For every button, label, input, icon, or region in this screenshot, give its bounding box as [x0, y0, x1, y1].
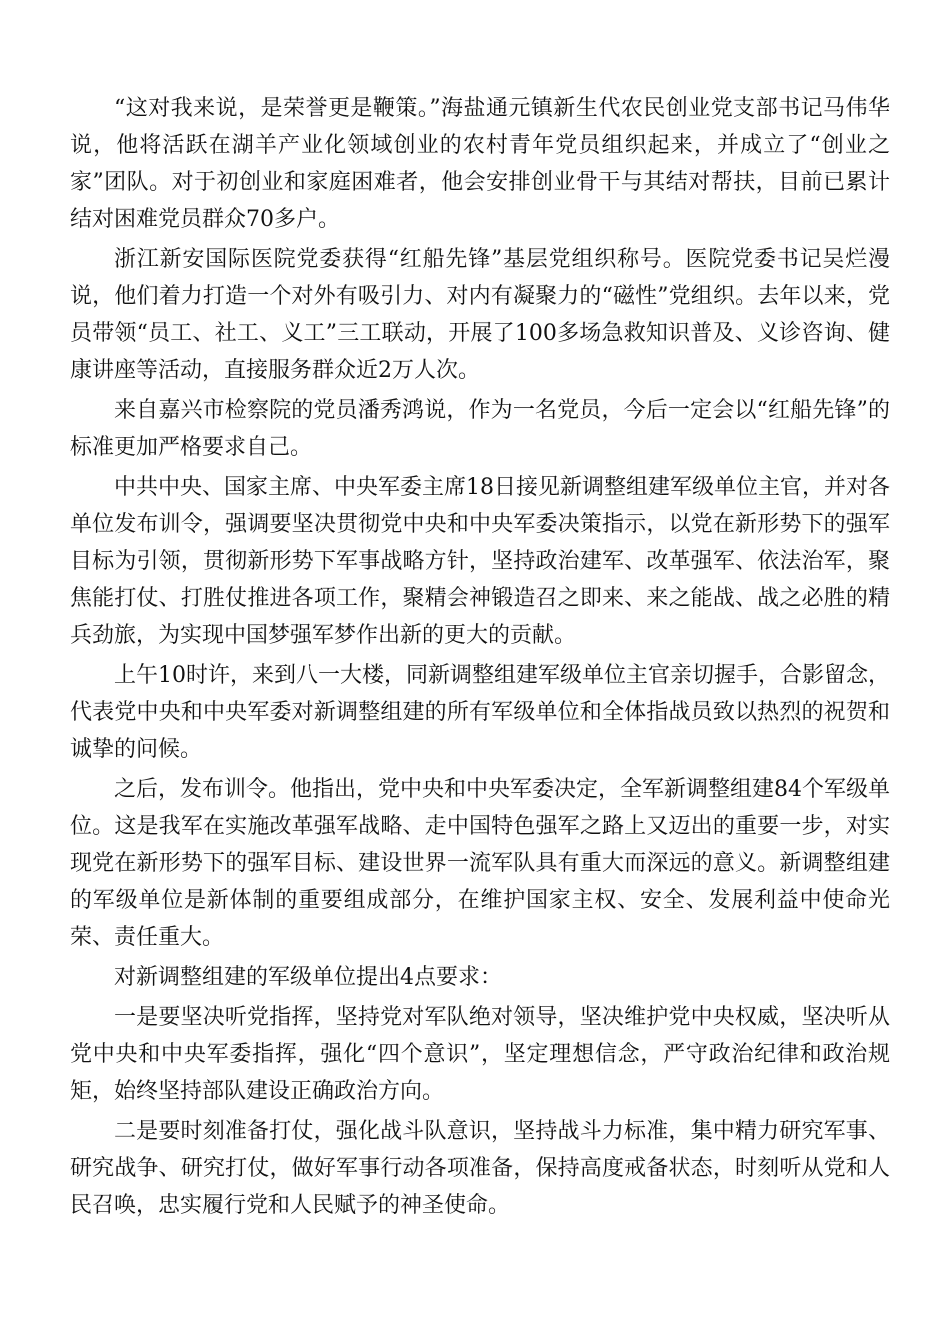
paragraph-6: 之后，发布训令。他指出，党中央和中央军委决定，全军新调整组建84个军级单位。这是我军在实施改革强军战略、走中国特色强军之路上又迈出的重要一步，对实现党在新形势下的强军目标、建设世界一流军队具有重大而深远的意义。新调整组建的军级单位是新体制的重要组成部分，在维护国家主权、安全、发展利益中使命光荣、责任重大。 — [70, 777, 890, 950]
paragraph-3: 来自嘉兴市检察院的党员潘秀鸿说，作为一名党员，今后一定会以“红船先锋”的标准更加严格要求自己。 — [70, 398, 890, 460]
paragraph-2: 浙江新安国际医院党委获得“红船先锋”基层党组织称号。医院党委书记吴烂漫说，他们着力打造一个对外有吸引力、对内有凝聚力的“磁性”党组织。去年以来，党员带领“员工、社工、义工”三工联动，开展了100多场急救知识普及、义诊咨询、健康讲座等活动，直接服务群众近2万人次。 — [70, 247, 890, 383]
paragraph-9: 二是要时刻准备打仗，强化战斗队意识，坚持战斗力标准，集中精力研究军事、研究战争、研究打仗，做好军事行动各项准备，保持高度戒备状态，时刻听从党和人民召唤，忠实履行党和人民赋予的神圣使命。 — [70, 1119, 890, 1218]
paragraph-5: 上午10时许，来到八一大楼，同新调整组建军级单位主官亲切握手，合影留念，代表党中央和中央军委对新调整组建的所有军级单位和全体指战员致以热烈的祝贺和诚挚的问候。 — [70, 663, 890, 762]
paragraph-1: “这对我来说，是荣誉更是鞭策。”海盐通元镇新生代农民创业党支部书记马伟华说，他将活跃在湖羊产业化领域创业的农村青年党员组织起来，并成立了“创业之家”团队。对于初创业和家庭困难者，他会安排创业骨干与其结对帮扶，目前已累计结对困难党员群众70多户。 — [70, 96, 890, 232]
paragraph-8: 一是要坚决听党指挥，坚持党对军队绝对领导，坚决维护党中央权威，坚决听从党中央和中央军委指挥，强化“四个意识”，坚定理想信念，严守政治纪律和政治规矩，始终坚持部队建设正确政治方向。 — [70, 1005, 890, 1104]
paragraph-7: 对新调整组建的军级单位提出4点要求： — [114, 965, 502, 990]
document-body — [70, 90, 890, 1227]
paragraph-4: 中共中央、国家主席、中央军委主席18日接见新调整组建军级单位主官，并对各单位发布训令，强调要坚决贯彻党中央和中央军委决策指示，以党在新形势下的强军目标为引领，贯彻新形势下军事战略方针，坚持政治建军、改革强军、依法治军，聚焦能打仗、打胜仗推进各项工作，聚精会神锻造召之即来、来之能战、战之必胜的精兵劲旅，为实现中国梦强军梦作出新的更大的贡献。 — [70, 475, 890, 648]
